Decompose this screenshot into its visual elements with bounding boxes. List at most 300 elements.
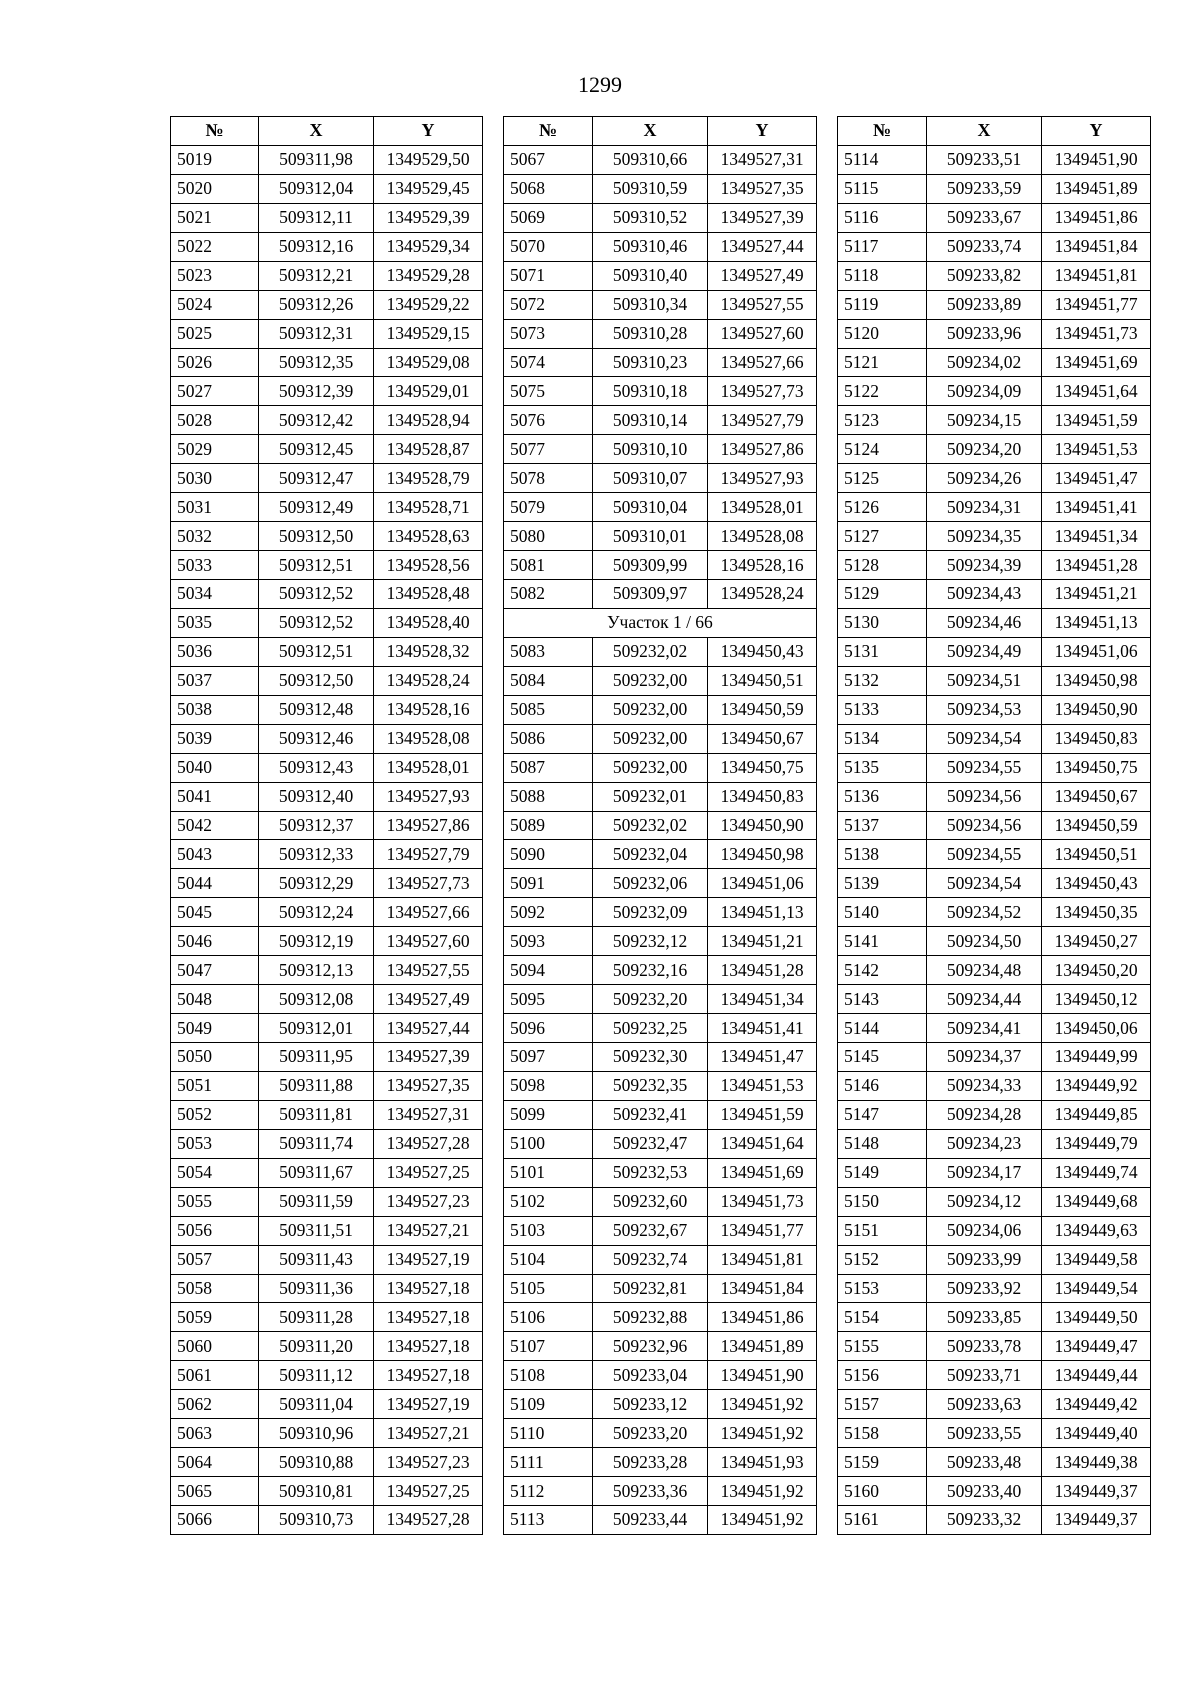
y-coordinate-cell: 1349529,45: [374, 174, 483, 203]
point-number-cell: 5070: [504, 232, 593, 261]
point-number-cell: 5092: [504, 898, 593, 927]
table-row: [171, 811, 483, 840]
table-row: [171, 464, 483, 493]
point-number-cell: 5101: [504, 1158, 593, 1187]
coordinates-table-3: [837, 116, 1151, 1535]
x-coordinate-cell: 509311,36: [259, 1274, 374, 1303]
y-coordinate-cell: 1349449,99: [1042, 1043, 1151, 1072]
table-row: [838, 1187, 1151, 1216]
header-x: X: [593, 117, 708, 146]
y-coordinate-cell: 1349451,53: [1042, 435, 1151, 464]
y-coordinate-cell: 1349449,37: [1042, 1506, 1151, 1535]
point-number-cell: 5078: [504, 464, 593, 493]
x-coordinate-cell: 509311,95: [259, 1043, 374, 1072]
point-number-cell: 5075: [504, 377, 593, 406]
table-row: [171, 724, 483, 753]
point-number-cell: 5073: [504, 319, 593, 348]
table-row: [504, 1158, 817, 1187]
y-coordinate-cell: 1349527,18: [374, 1303, 483, 1332]
y-coordinate-cell: 1349449,37: [1042, 1477, 1151, 1506]
y-coordinate-cell: 1349451,59: [708, 1100, 817, 1129]
y-coordinate-cell: 1349450,83: [708, 782, 817, 811]
x-coordinate-cell: 509234,41: [927, 1014, 1042, 1043]
y-coordinate-cell: 1349527,55: [708, 290, 817, 319]
table-row: [504, 1245, 817, 1274]
y-coordinate-cell: 1349529,22: [374, 290, 483, 319]
table-header-row: [504, 117, 817, 146]
x-coordinate-cell: 509234,50: [927, 927, 1042, 956]
table-row: [838, 608, 1151, 637]
table-row: [838, 869, 1151, 898]
x-coordinate-cell: 509233,36: [593, 1477, 708, 1506]
x-coordinate-cell: 509312,51: [259, 637, 374, 666]
point-number-cell: 5050: [171, 1043, 259, 1072]
point-number-cell: 5152: [838, 1245, 927, 1274]
x-coordinate-cell: 509312,19: [259, 927, 374, 956]
x-coordinate-cell: 509233,28: [593, 1448, 708, 1477]
point-number-cell: 5084: [504, 666, 593, 695]
y-coordinate-cell: 1349449,85: [1042, 1100, 1151, 1129]
point-number-cell: 5020: [171, 174, 259, 203]
x-coordinate-cell: 509310,81: [259, 1477, 374, 1506]
point-number-cell: 5149: [838, 1158, 927, 1187]
point-number-cell: 5025: [171, 319, 259, 348]
y-coordinate-cell: 1349528,71: [374, 493, 483, 522]
table-row: [838, 435, 1151, 464]
point-number-cell: 5161: [838, 1506, 927, 1535]
table-row: [171, 406, 483, 435]
point-number-cell: 5022: [171, 232, 259, 261]
x-coordinate-cell: 509232,25: [593, 1014, 708, 1043]
point-number-cell: 5052: [171, 1100, 259, 1129]
table-header-row: [171, 117, 483, 146]
y-coordinate-cell: 1349527,31: [374, 1100, 483, 1129]
table-row: [504, 1071, 817, 1100]
x-coordinate-cell: 509234,26: [927, 464, 1042, 493]
x-coordinate-cell: 509232,67: [593, 1216, 708, 1245]
y-coordinate-cell: 1349451,59: [1042, 406, 1151, 435]
header-y: Y: [374, 117, 483, 146]
table-row: [171, 1477, 483, 1506]
x-coordinate-cell: 509232,30: [593, 1043, 708, 1072]
x-coordinate-cell: 509233,20: [593, 1419, 708, 1448]
y-coordinate-cell: 1349451,86: [708, 1303, 817, 1332]
point-number-cell: 5082: [504, 580, 593, 609]
y-coordinate-cell: 1349451,89: [708, 1332, 817, 1361]
y-coordinate-cell: 1349451,41: [708, 1014, 817, 1043]
table-row: [171, 1245, 483, 1274]
table-row: [838, 1506, 1151, 1535]
y-coordinate-cell: 1349450,27: [1042, 927, 1151, 956]
point-number-cell: 5032: [171, 522, 259, 551]
x-coordinate-cell: 509310,40: [593, 261, 708, 290]
x-coordinate-cell: 509232,60: [593, 1187, 708, 1216]
point-number-cell: 5065: [171, 1477, 259, 1506]
table-row: [838, 1332, 1151, 1361]
point-number-cell: 5098: [504, 1071, 593, 1100]
y-coordinate-cell: 1349529,15: [374, 319, 483, 348]
table-row: [838, 1303, 1151, 1332]
point-number-cell: 5062: [171, 1390, 259, 1419]
table-row: [838, 1043, 1151, 1072]
y-coordinate-cell: 1349451,86: [1042, 203, 1151, 232]
point-number-cell: 5063: [171, 1419, 259, 1448]
y-coordinate-cell: 1349450,59: [1042, 811, 1151, 840]
point-number-cell: 5106: [504, 1303, 593, 1332]
table-row: [171, 695, 483, 724]
y-coordinate-cell: 1349527,23: [374, 1187, 483, 1216]
point-number-cell: 5056: [171, 1216, 259, 1245]
x-coordinate-cell: 509312,52: [259, 580, 374, 609]
x-coordinate-cell: 509311,43: [259, 1245, 374, 1274]
y-coordinate-cell: 1349451,21: [708, 927, 817, 956]
y-coordinate-cell: 1349449,44: [1042, 1361, 1151, 1390]
section-label: Участок 1 / 66: [504, 608, 817, 637]
table-row: [171, 493, 483, 522]
y-coordinate-cell: 1349450,75: [1042, 753, 1151, 782]
point-number-cell: 5035: [171, 608, 259, 637]
y-coordinate-cell: 1349529,28: [374, 261, 483, 290]
table-row: [504, 840, 817, 869]
table-row: [838, 1071, 1151, 1100]
table-row: [504, 1332, 817, 1361]
header-number: №: [171, 117, 259, 146]
y-coordinate-cell: 1349451,47: [708, 1043, 817, 1072]
y-coordinate-cell: 1349449,47: [1042, 1332, 1151, 1361]
table-row: [171, 1419, 483, 1448]
x-coordinate-cell: 509234,48: [927, 956, 1042, 985]
x-coordinate-cell: 509310,04: [593, 493, 708, 522]
point-number-cell: 5095: [504, 985, 593, 1014]
x-coordinate-cell: 509234,12: [927, 1187, 1042, 1216]
y-coordinate-cell: 1349527,55: [374, 956, 483, 985]
point-number-cell: 5114: [838, 145, 927, 174]
x-coordinate-cell: 509232,00: [593, 695, 708, 724]
x-coordinate-cell: 509310,52: [593, 203, 708, 232]
point-number-cell: 5087: [504, 753, 593, 782]
point-number-cell: 5019: [171, 145, 259, 174]
point-number-cell: 5071: [504, 261, 593, 290]
x-coordinate-cell: 509234,55: [927, 840, 1042, 869]
y-coordinate-cell: 1349450,12: [1042, 985, 1151, 1014]
table-row: [171, 551, 483, 580]
x-coordinate-cell: 509312,26: [259, 290, 374, 319]
header-number: №: [504, 117, 593, 146]
point-number-cell: 5121: [838, 348, 927, 377]
x-coordinate-cell: 509312,04: [259, 174, 374, 203]
point-number-cell: 5077: [504, 435, 593, 464]
point-number-cell: 5097: [504, 1043, 593, 1072]
table-row: [171, 1100, 483, 1129]
point-number-cell: 5034: [171, 580, 259, 609]
header-x: X: [927, 117, 1042, 146]
y-coordinate-cell: 1349451,84: [708, 1274, 817, 1303]
y-coordinate-cell: 1349451,64: [1042, 377, 1151, 406]
page-number: 1299: [578, 72, 622, 97]
y-coordinate-cell: 1349450,83: [1042, 724, 1151, 753]
y-coordinate-cell: 1349450,06: [1042, 1014, 1151, 1043]
point-number-cell: 5109: [504, 1390, 593, 1419]
y-coordinate-cell: 1349527,35: [374, 1071, 483, 1100]
point-number-cell: 5105: [504, 1274, 593, 1303]
x-coordinate-cell: 509233,63: [927, 1390, 1042, 1419]
point-number-cell: 5150: [838, 1187, 927, 1216]
point-number-cell: 5126: [838, 493, 927, 522]
table-row: [504, 1274, 817, 1303]
x-coordinate-cell: 509234,52: [927, 898, 1042, 927]
y-coordinate-cell: 1349528,01: [374, 753, 483, 782]
x-coordinate-cell: 509234,31: [927, 493, 1042, 522]
point-number-cell: 5127: [838, 522, 927, 551]
table-row: [171, 927, 483, 956]
x-coordinate-cell: 509312,45: [259, 435, 374, 464]
x-coordinate-cell: 509233,78: [927, 1332, 1042, 1361]
table-row: [838, 840, 1151, 869]
x-coordinate-cell: 509310,88: [259, 1448, 374, 1477]
x-coordinate-cell: 509311,12: [259, 1361, 374, 1390]
y-coordinate-cell: 1349527,60: [708, 319, 817, 348]
y-coordinate-cell: 1349527,25: [374, 1158, 483, 1187]
table-row: [504, 174, 817, 203]
y-coordinate-cell: 1349527,79: [374, 840, 483, 869]
x-coordinate-cell: 509312,40: [259, 782, 374, 811]
table-row: [838, 261, 1151, 290]
x-coordinate-cell: 509312,33: [259, 840, 374, 869]
table-row: [504, 145, 817, 174]
x-coordinate-cell: 509234,56: [927, 811, 1042, 840]
point-number-cell: 5160: [838, 1477, 927, 1506]
x-coordinate-cell: 509232,00: [593, 753, 708, 782]
table-row: [504, 1014, 817, 1043]
table-row: [504, 1390, 817, 1419]
point-number-cell: 5155: [838, 1332, 927, 1361]
table-row: [838, 319, 1151, 348]
y-coordinate-cell: 1349527,18: [374, 1274, 483, 1303]
point-number-cell: 5159: [838, 1448, 927, 1477]
point-number-cell: 5026: [171, 348, 259, 377]
y-coordinate-cell: 1349450,20: [1042, 956, 1151, 985]
point-number-cell: 5147: [838, 1100, 927, 1129]
table-row: [171, 203, 483, 232]
table-row: [171, 580, 483, 609]
y-coordinate-cell: 1349451,73: [1042, 319, 1151, 348]
y-coordinate-cell: 1349527,39: [708, 203, 817, 232]
table-row: [171, 1390, 483, 1419]
table-row: [171, 435, 483, 464]
table-header-row: [838, 117, 1151, 146]
y-coordinate-cell: 1349451,90: [708, 1361, 817, 1390]
x-coordinate-cell: 509234,20: [927, 435, 1042, 464]
point-number-cell: 5123: [838, 406, 927, 435]
x-coordinate-cell: 509310,07: [593, 464, 708, 493]
point-number-cell: 5021: [171, 203, 259, 232]
table-row: [838, 580, 1151, 609]
coordinates-table-1: [170, 116, 483, 1535]
point-number-cell: 5142: [838, 956, 927, 985]
point-number-cell: 5045: [171, 898, 259, 927]
table-row: [838, 1448, 1151, 1477]
x-coordinate-cell: 509234,46: [927, 608, 1042, 637]
x-coordinate-cell: 509233,51: [927, 145, 1042, 174]
table-row: [838, 1419, 1151, 1448]
point-number-cell: 5090: [504, 840, 593, 869]
table-row: [504, 869, 817, 898]
point-number-cell: 5122: [838, 377, 927, 406]
y-coordinate-cell: 1349528,16: [708, 551, 817, 580]
y-coordinate-cell: 1349450,90: [1042, 695, 1151, 724]
section-row: [504, 608, 817, 637]
table-row: [504, 1216, 817, 1245]
y-coordinate-cell: 1349528,94: [374, 406, 483, 435]
x-coordinate-cell: 509233,96: [927, 319, 1042, 348]
x-coordinate-cell: 509311,88: [259, 1071, 374, 1100]
table-row: [838, 464, 1151, 493]
x-coordinate-cell: 509312,08: [259, 985, 374, 1014]
point-number-cell: 5157: [838, 1390, 927, 1419]
y-coordinate-cell: 1349527,66: [374, 898, 483, 927]
y-coordinate-cell: 1349450,35: [1042, 898, 1151, 927]
table-row: [504, 580, 817, 609]
x-coordinate-cell: 509311,04: [259, 1390, 374, 1419]
point-number-cell: 5037: [171, 666, 259, 695]
y-coordinate-cell: 1349451,21: [1042, 580, 1151, 609]
table-row: [838, 1129, 1151, 1158]
y-coordinate-cell: 1349527,60: [374, 927, 483, 956]
y-coordinate-cell: 1349449,58: [1042, 1245, 1151, 1274]
x-coordinate-cell: 509233,59: [927, 174, 1042, 203]
y-coordinate-cell: 1349527,19: [374, 1390, 483, 1419]
y-coordinate-cell: 1349527,86: [708, 435, 817, 464]
table-row: [171, 145, 483, 174]
point-number-cell: 5107: [504, 1332, 593, 1361]
y-coordinate-cell: 1349528,24: [374, 666, 483, 695]
x-coordinate-cell: 509312,51: [259, 551, 374, 580]
x-coordinate-cell: 509312,35: [259, 348, 374, 377]
point-number-cell: 5030: [171, 464, 259, 493]
y-coordinate-cell: 1349527,93: [374, 782, 483, 811]
point-number-cell: 5053: [171, 1129, 259, 1158]
x-coordinate-cell: 509234,55: [927, 753, 1042, 782]
x-coordinate-cell: 509312,48: [259, 695, 374, 724]
x-coordinate-cell: 509232,96: [593, 1332, 708, 1361]
point-number-cell: 5046: [171, 927, 259, 956]
table-row: [504, 522, 817, 551]
x-coordinate-cell: 509310,59: [593, 174, 708, 203]
y-coordinate-cell: 1349527,23: [374, 1448, 483, 1477]
x-coordinate-cell: 509234,02: [927, 348, 1042, 377]
table-row: [171, 261, 483, 290]
point-number-cell: 5117: [838, 232, 927, 261]
x-coordinate-cell: 509310,96: [259, 1419, 374, 1448]
x-coordinate-cell: 509311,74: [259, 1129, 374, 1158]
table-row: [504, 232, 817, 261]
x-coordinate-cell: 509232,06: [593, 869, 708, 898]
point-number-cell: 5148: [838, 1129, 927, 1158]
point-number-cell: 5054: [171, 1158, 259, 1187]
table-row: [171, 898, 483, 927]
table-row: [504, 1448, 817, 1477]
table-row: [838, 377, 1151, 406]
x-coordinate-cell: 509312,47: [259, 464, 374, 493]
table-row: [838, 348, 1151, 377]
table-row: [171, 869, 483, 898]
y-coordinate-cell: 1349449,54: [1042, 1274, 1151, 1303]
x-coordinate-cell: 509312,46: [259, 724, 374, 753]
table-row: [504, 464, 817, 493]
point-number-cell: 5139: [838, 869, 927, 898]
point-number-cell: 5131: [838, 637, 927, 666]
table-row: [838, 985, 1151, 1014]
point-number-cell: 5076: [504, 406, 593, 435]
y-coordinate-cell: 1349527,44: [708, 232, 817, 261]
x-coordinate-cell: 509233,99: [927, 1245, 1042, 1274]
table-row: [838, 145, 1151, 174]
point-number-cell: 5041: [171, 782, 259, 811]
table-row: [838, 666, 1151, 695]
point-number-cell: 5116: [838, 203, 927, 232]
x-coordinate-cell: 509311,59: [259, 1187, 374, 1216]
table-row: [838, 290, 1151, 319]
point-number-cell: 5083: [504, 637, 593, 666]
table-row: [838, 406, 1151, 435]
y-coordinate-cell: 1349527,73: [374, 869, 483, 898]
point-number-cell: 5093: [504, 927, 593, 956]
y-coordinate-cell: 1349449,68: [1042, 1187, 1151, 1216]
point-number-cell: 5132: [838, 666, 927, 695]
point-number-cell: 5129: [838, 580, 927, 609]
table-row: [171, 232, 483, 261]
x-coordinate-cell: 509232,12: [593, 927, 708, 956]
table-row: [838, 637, 1151, 666]
point-number-cell: 5066: [171, 1506, 259, 1535]
table-row: [504, 493, 817, 522]
point-number-cell: 5068: [504, 174, 593, 203]
x-coordinate-cell: 509309,99: [593, 551, 708, 580]
point-number-cell: 5145: [838, 1043, 927, 1072]
x-coordinate-cell: 509312,13: [259, 956, 374, 985]
x-coordinate-cell: 509233,12: [593, 1390, 708, 1419]
table-row: [504, 666, 817, 695]
y-coordinate-cell: 1349451,28: [708, 956, 817, 985]
x-coordinate-cell: 509312,52: [259, 608, 374, 637]
x-coordinate-cell: 509312,50: [259, 666, 374, 695]
y-coordinate-cell: 1349451,84: [1042, 232, 1151, 261]
point-number-cell: 5047: [171, 956, 259, 985]
table-row: [504, 203, 817, 232]
x-coordinate-cell: 509232,00: [593, 666, 708, 695]
table-row: [171, 1071, 483, 1100]
point-number-cell: 5040: [171, 753, 259, 782]
x-coordinate-cell: 509312,49: [259, 493, 374, 522]
y-coordinate-cell: 1349527,86: [374, 811, 483, 840]
x-coordinate-cell: 509233,74: [927, 232, 1042, 261]
table-row: [504, 348, 817, 377]
x-coordinate-cell: 509233,82: [927, 261, 1042, 290]
y-coordinate-cell: 1349450,67: [708, 724, 817, 753]
table-row: [504, 1477, 817, 1506]
y-coordinate-cell: 1349528,79: [374, 464, 483, 493]
table-row: [838, 1100, 1151, 1129]
table-row: [171, 840, 483, 869]
x-coordinate-cell: 509312,31: [259, 319, 374, 348]
x-coordinate-cell: 509312,11: [259, 203, 374, 232]
x-coordinate-cell: 509234,15: [927, 406, 1042, 435]
x-coordinate-cell: 509310,01: [593, 522, 708, 551]
x-coordinate-cell: 509310,34: [593, 290, 708, 319]
table-row: [504, 290, 817, 319]
y-coordinate-cell: 1349527,79: [708, 406, 817, 435]
table-row: [504, 406, 817, 435]
